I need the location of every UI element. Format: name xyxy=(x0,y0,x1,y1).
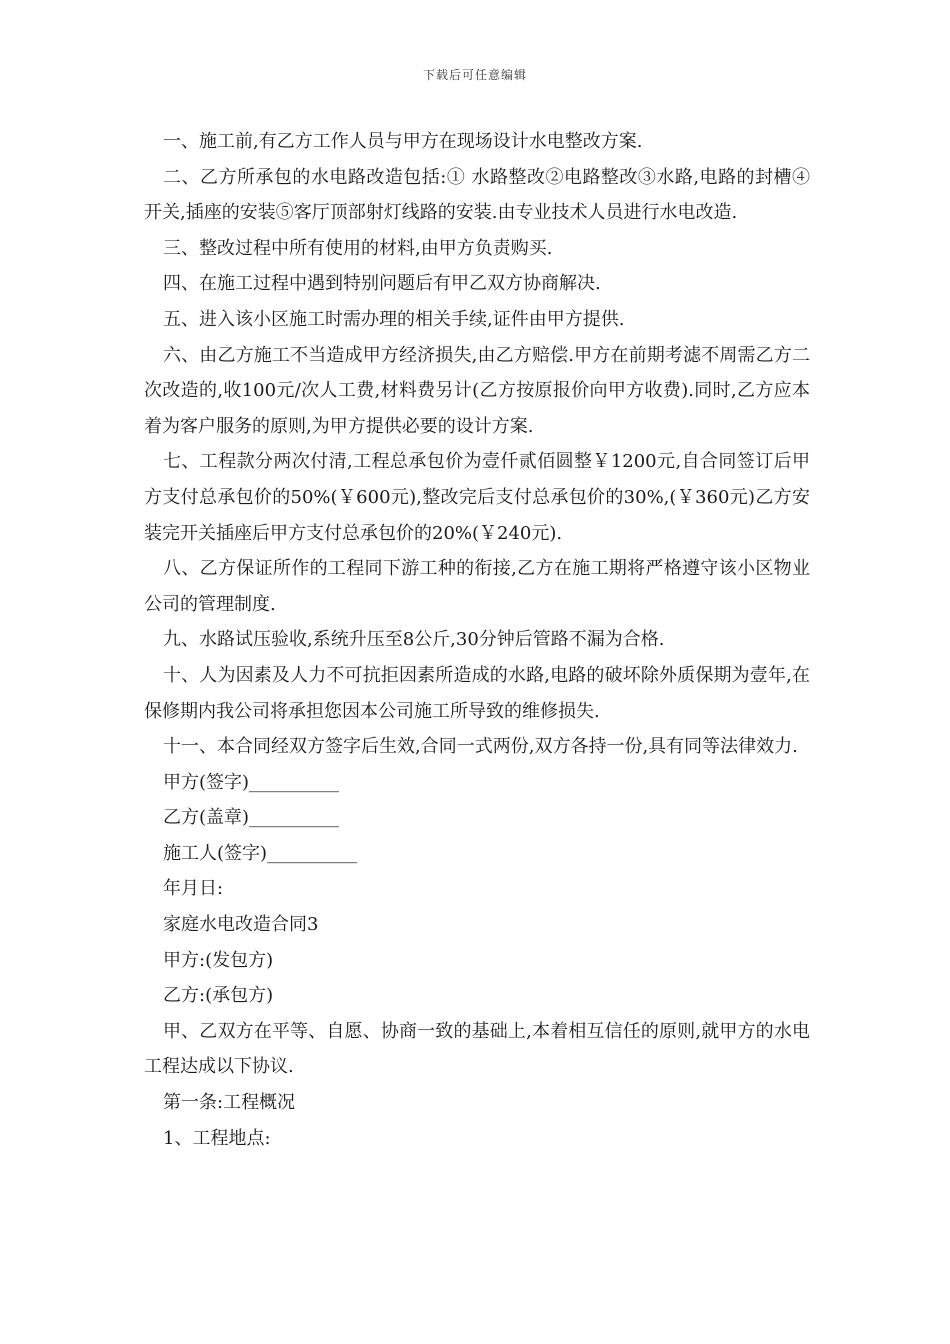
clause-2: 二、乙方所承包的水电路改造包括:① 水路整改②电路整改③水路,电路的封槽④开关,插座的安装⑤客厅顶部射灯线路的安装.由专业技术人员进行水电改造. xyxy=(144,166,810,224)
project-location-line: 1、工程地点: xyxy=(163,1127,271,1149)
clause-7: 七、工程款分两次付清,工程总承包价为壹仟贰佰圆整￥1200元,自合同签订后甲方支付总承包价的50%(￥600元),整改完后支付总承包价的30%,(￥360元)乙方安装完开关插座后甲方支付总承包价的20%(￥240元). xyxy=(144,451,810,544)
article-1-heading: 第一条:工程概况 xyxy=(163,1092,296,1114)
party-b-seal-line: 乙方(盖章)__________ xyxy=(163,807,340,829)
contract-title: 家庭水电改造合同3 xyxy=(163,914,319,936)
party-a-signature-line: 甲方(签字)__________ xyxy=(163,771,340,793)
clause-9: 九、水路试压验收,系统升压至8公斤,30分钟后管路不漏为合格. xyxy=(163,629,665,651)
clause-6: 六、由乙方施工不当造成甲方经济损失,由乙方赔偿.甲方在前期考滤不周需乙方二次改造的,收100元/次人工费,材料费另计(乙方按原报价向甲方收费).同时,乙方应本着为客户服务的原则,为甲方提供必要的设计方案. xyxy=(144,344,810,437)
agreement-intro: 甲、乙双方在平等、自愿、协商一致的基础上,本着相互信任的原则,就甲方的水电工程达成以下协议. xyxy=(144,1020,810,1078)
clause-5: 五、进入该小区施工时需办理的相关手续,证件由甲方提供. xyxy=(163,308,625,330)
clause-1: 一、施工前,有乙方工作人员与甲方在现场设计水电整改方案. xyxy=(163,131,643,152)
clause-11: 十一、本合同经双方签字后生效,合同一式两份,双方各持一份,具有同等法律效力. xyxy=(163,736,798,758)
document-body xyxy=(144,124,810,1156)
clause-3: 三、整改过程中所有使用的材料,由甲方负责购买. xyxy=(163,237,553,259)
page-header: 下载后可任意编辑 xyxy=(422,68,527,82)
date-line: 年月日: xyxy=(163,878,224,900)
clause-10: 十、人为因素及人力不可抗拒因素所造成的水路,电路的破坏除外质保期为壹年,在保修期内我公司将承担您因本公司施工所导致的维修损失. xyxy=(144,664,810,722)
party-a-line: 甲方:(发包方) xyxy=(163,949,274,971)
clause-8: 八、乙方保证所作的工程同下游工种的衔接,乙方在施工期将严格遵守该小区物业公司的管理制度. xyxy=(144,558,810,615)
party-b-line: 乙方:(承包方) xyxy=(163,985,274,1007)
clause-4: 四、在施工过程中遇到特别问题后有甲乙双方协商解决. xyxy=(163,273,601,295)
constructor-signature-line: 施工人(签字)__________ xyxy=(163,842,358,864)
